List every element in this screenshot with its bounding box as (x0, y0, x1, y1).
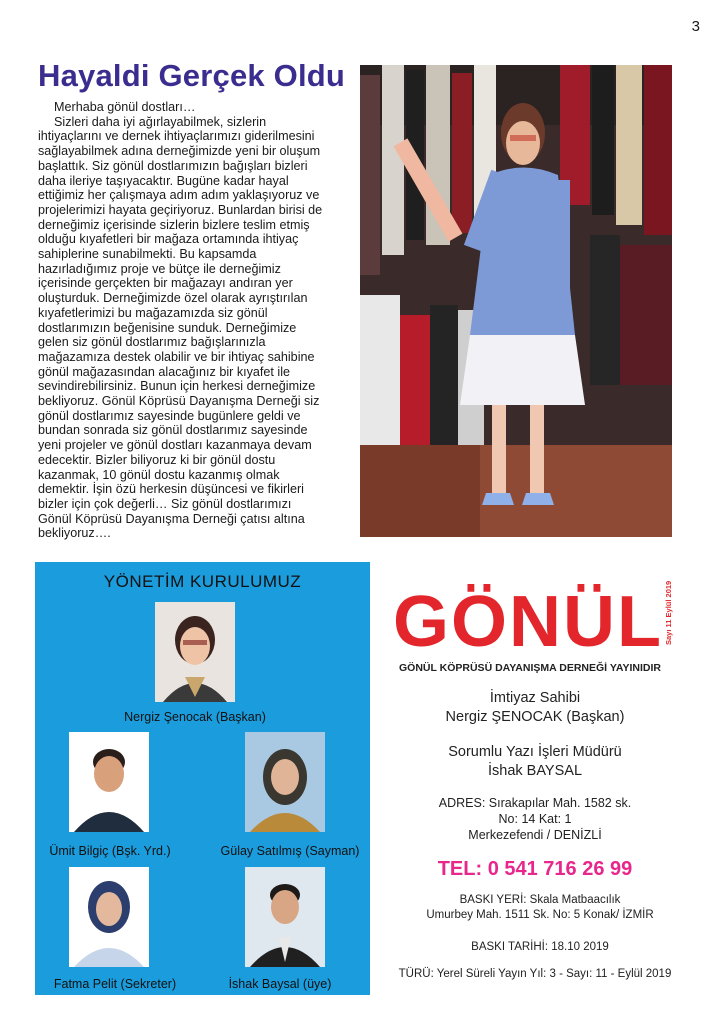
member-photo-fatma (69, 867, 149, 967)
page-number: 3 (691, 18, 700, 35)
print-location (385, 894, 695, 906)
member-name-umit: Ümit Bilgiç (Bşk. Yrd.) (49, 844, 171, 858)
print-date-value: 18.10 2019 (551, 941, 609, 953)
publication-type: TÜRÜ: Yerel Süreli Yayın Yıl: 3 - Sayı: 11 - Eylül 2019 (398, 968, 672, 980)
address-line-1: ADRES: Sırakapılar Mah. 1582 sk. (438, 796, 632, 810)
publisher-subtitle: GÖNÜL KÖPRÜSÜ DAYANIŞMA DERNEĞİ YAYINIDIR (399, 662, 661, 674)
member-photo-ishak (245, 867, 325, 967)
article-title: Hayaldi Gerçek Oldu (38, 58, 346, 93)
member-name-fatma: Fatma Pelit (Sekreter) (53, 977, 177, 991)
member-name-gulay: Gülay Satılmış (Sayman) (220, 844, 360, 858)
article-body (38, 100, 328, 541)
print-date (385, 941, 695, 953)
store-photo (360, 65, 672, 537)
article-text: Sizleri daha iyi ağırlayabilmek, sizlerin ihtiyaçlarını ve dernek ihtiyaçlarımızı giderilmesini sağlayabilmek adına derneğimizde yeni bir oluşum başlattık. Siz gönül dostlarımızın bağışları bizleri daha ileriye taşıyacaktır. Bugüne kadar hayal ettiğimiz her çalışmaya adım adım yaklaşıyoruz ve projelerimizi hayata geçiriyoruz. Bunlardan birisi de derneğimiz içerisinde sizlerin bizlere teslim etmiş olduğu kıyafetleri bir mağaza ortamında ihtiyaç sahiplerine sunabilmekti. Bu kapsamda hazırladığımız proje ve bütçe ile derneğimiz içerisinde gerçekten bir mağazayı andıran yer oluşturduk. Derneğimizde özel olarak ayrıştırılan kıyafetlerimizi bu mağazamızda siz gönül dostlarımızın beğenisine sunduk. Derneğimize gelen siz gönül dostlarımız bağışlarınızla mağazamıza destek olabilir ve bir ihtiyaç sahibine gönül mağazasından alacağınız bir kıyafet ile sevindirebilirsiniz. Bunun için herkesi derneğimize bekliyoruz. Gönül Köprüsü Dayanışma Derneği siz gönül dostlarımız sayesinde bugünlere geldi ve bundan sonrada siz gönül dostlarımız sayesinde yeni projeler ve gönül dostları kazanmaya devam edecektir. Bizler biliyoruz ki bir gönül dostu kazanmak, 10 gönül dostu kazanmış olmak demektir. İşin özü herkesin düşüncesi ve fikirleri bizler için çok değerli… Siz gönül dostlarımızı Gönül Köprüsü Dayanışma Derneği çatısı altına bekliyoruz…. (38, 114, 323, 541)
owner-name: Nergiz ŞENOCAK (Başkan) (445, 709, 625, 725)
member-name-ishak: İshak Baysal (üye) (228, 977, 332, 991)
member-photo-umit (69, 732, 149, 832)
member-photo-nergiz (155, 602, 235, 702)
gonul-logo: GÖNÜL (393, 582, 663, 662)
article-greeting: Merhaba gönül dostları… (54, 100, 196, 114)
address-line-3: Merkezefendi / DENİZLİ (468, 828, 602, 842)
print-date-label: BASKI TARİHİ: (471, 941, 549, 953)
board-title: YÖNETİM KURULUMUZ (103, 572, 302, 591)
owner-label: İmtiyaz Sahibi (489, 690, 581, 706)
editor-name: İshak BAYSAL (487, 763, 583, 779)
editor-label: Sorumlu Yazı İşleri Müdürü (448, 744, 622, 760)
print-value: Skala Matbaacılık (529, 894, 621, 906)
print-label: BASKI YERİ: (459, 894, 527, 906)
telephone: TEL: 0 541 716 26 99 (437, 858, 633, 880)
board-panel (35, 562, 370, 995)
address-line-2: No: 14 Kat: 1 (498, 812, 572, 826)
issue-vertical-label: Sayı 11 Eylül 2019 (664, 580, 673, 645)
member-photo-gulay (245, 732, 325, 832)
print-address: Umurbey Mah. 1511 Sk. No: 5 Konak/ İZMİR (426, 909, 654, 921)
member-name-nergiz: Nergiz Şenocak (Başkan) (124, 710, 266, 724)
